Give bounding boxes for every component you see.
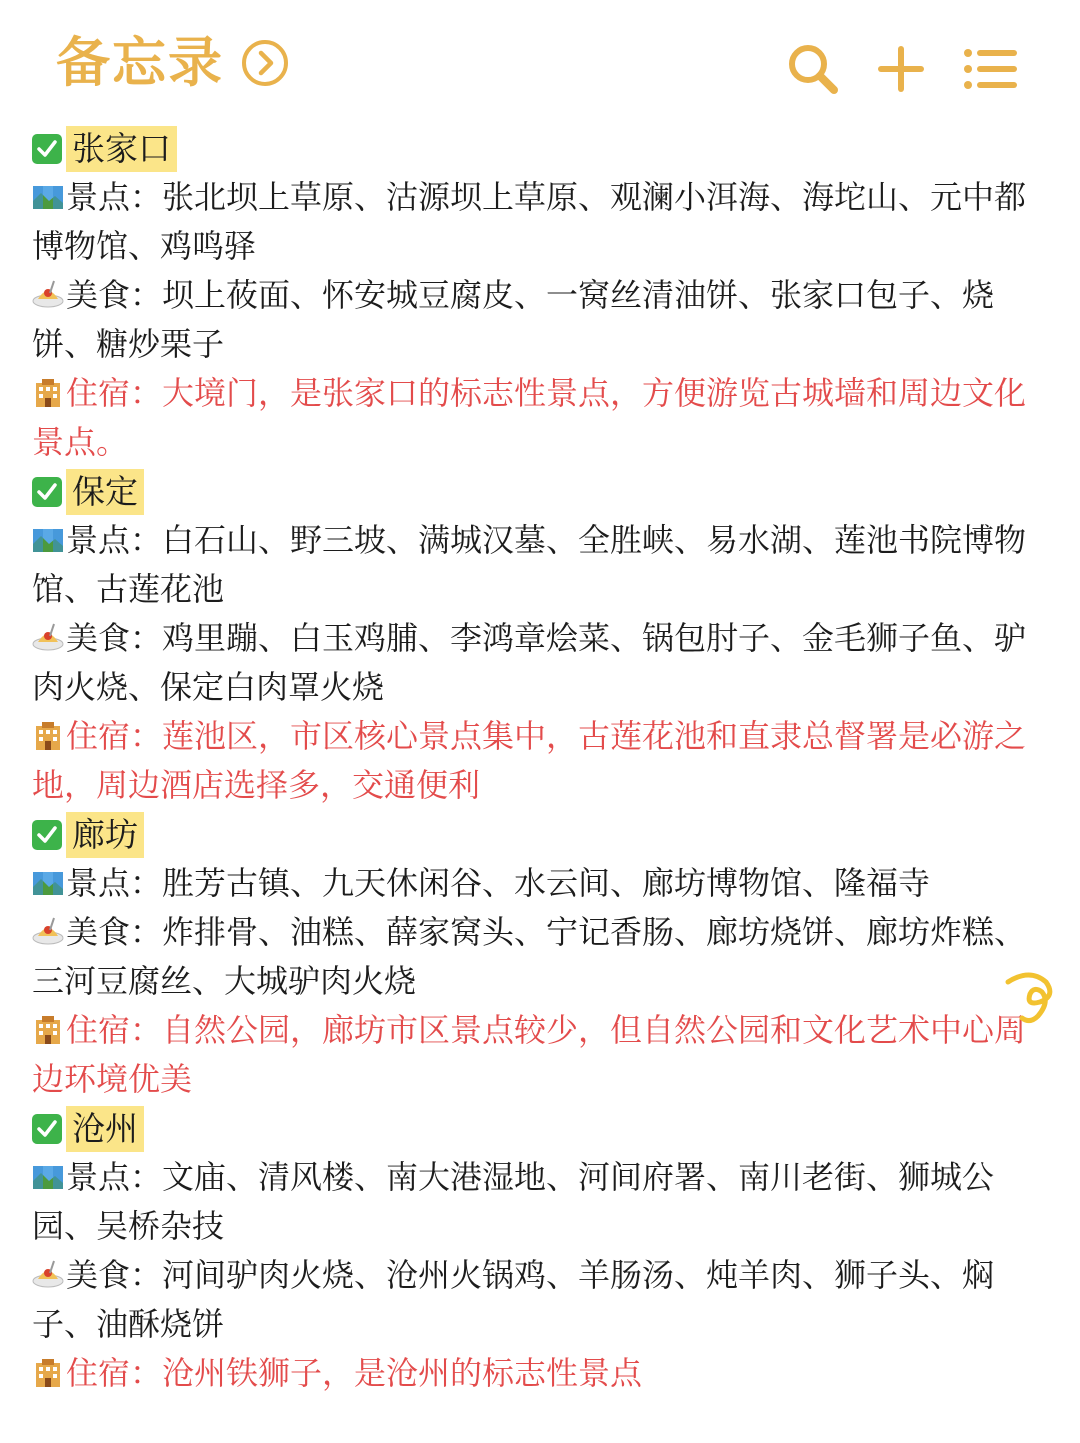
stay-text: 住宿：沧州铁狮子，是沧州的标志性景点 xyxy=(66,1354,643,1392)
city-name: 张家口 xyxy=(66,126,177,172)
section-zhangjiakou xyxy=(32,124,1052,467)
city-heading xyxy=(32,467,1052,516)
title-group[interactable] xyxy=(56,30,290,96)
attractions-row xyxy=(32,859,1052,908)
list-icon[interactable] xyxy=(960,40,1018,98)
attractions-row xyxy=(32,173,1052,271)
stay-text: 住宿：莲池区，市区核心景点集中，古莲花池和直隶总督署是必游之地，周边酒店选择多，交通便利 xyxy=(32,717,1027,804)
city-name: 保定 xyxy=(66,469,144,515)
chevron-right-circle-icon[interactable] xyxy=(240,38,290,88)
search-icon[interactable] xyxy=(784,40,842,98)
spaghetti-icon xyxy=(32,916,64,948)
hotel-icon xyxy=(32,720,64,752)
map-icon xyxy=(32,1161,64,1193)
city-heading xyxy=(32,1104,1052,1153)
spaghetti-icon xyxy=(32,622,64,654)
food-text: 美食：炸排骨、油糕、薛家窝头、宁记香肠、廊坊烧饼、廊坊炸糕、三河豆腐丝、大城驴肉火烧 xyxy=(32,913,1027,1000)
attractions-text: 景点：张北坝上草原、沽源坝上草原、观澜小洱海、海坨山、元中都博物馆、鸡鸣驿 xyxy=(32,178,1027,265)
city-name: 廊坊 xyxy=(66,812,144,858)
stay-row xyxy=(32,712,1052,810)
check-mark-icon xyxy=(32,477,62,507)
check-mark-icon xyxy=(32,1114,62,1144)
hotel-icon xyxy=(32,1014,64,1046)
check-mark-icon xyxy=(32,820,62,850)
section-cangzhou xyxy=(32,1104,1052,1398)
section-langfang xyxy=(32,810,1052,1104)
squiggle-decoration-icon xyxy=(1000,968,1060,1028)
city-heading xyxy=(32,124,1052,173)
header-actions xyxy=(754,40,1018,98)
food-row xyxy=(32,271,1052,369)
check-mark-icon xyxy=(32,134,62,164)
map-icon xyxy=(32,181,64,213)
attractions-row xyxy=(32,516,1052,614)
spaghetti-icon xyxy=(32,279,64,311)
spaghetti-icon xyxy=(32,1259,64,1291)
city-name: 沧州 xyxy=(66,1106,144,1152)
map-icon xyxy=(32,524,64,556)
city-heading xyxy=(32,810,1052,859)
attractions-text: 景点：白石山、野三坡、满城汉墓、全胜峡、易水湖、莲池书院博物馆、古莲花池 xyxy=(32,521,1027,608)
food-row xyxy=(32,908,1052,1006)
page-title: 备忘录 xyxy=(56,31,224,94)
app-header xyxy=(0,0,1080,125)
food-row xyxy=(32,1251,1052,1349)
stay-text: 住宿：大境门，是张家口的标志性景点，方便游览古城墙和周边文化景点。 xyxy=(32,374,1027,461)
stay-row xyxy=(32,1006,1052,1104)
hotel-icon xyxy=(32,377,64,409)
attractions-text: 景点：文庙、清风楼、南大港湿地、河间府署、南川老街、狮城公园、吴桥杂技 xyxy=(32,1158,995,1245)
food-text: 美食：鸡里蹦、白玉鸡脯、李鸿章烩菜、锅包肘子、金毛狮子鱼、驴肉火烧、保定白肉罩火烧 xyxy=(32,619,1027,706)
map-icon xyxy=(32,867,64,899)
note-body[interactable] xyxy=(32,124,1052,1398)
attractions-row xyxy=(32,1153,1052,1251)
section-baoding xyxy=(32,467,1052,810)
hotel-icon xyxy=(32,1357,64,1389)
stay-row xyxy=(32,369,1052,467)
stay-text: 住宿：自然公园，廊坊市区景点较少，但自然公园和文化艺术中心周边环境优美 xyxy=(32,1011,1027,1098)
food-text: 美食：坝上莜面、怀安城豆腐皮、一窝丝清油饼、张家口包子、烧饼、糖炒栗子 xyxy=(32,276,995,363)
attractions-text: 景点：胜芳古镇、九天休闲谷、水云间、廊坊博物馆、隆福寺 xyxy=(66,864,931,902)
plus-icon[interactable] xyxy=(872,40,930,98)
stay-row xyxy=(32,1349,1052,1398)
food-text: 美食：河间驴肉火烧、沧州火锅鸡、羊肠汤、炖羊肉、狮子头、焖子、油酥烧饼 xyxy=(32,1256,995,1343)
food-row xyxy=(32,614,1052,712)
